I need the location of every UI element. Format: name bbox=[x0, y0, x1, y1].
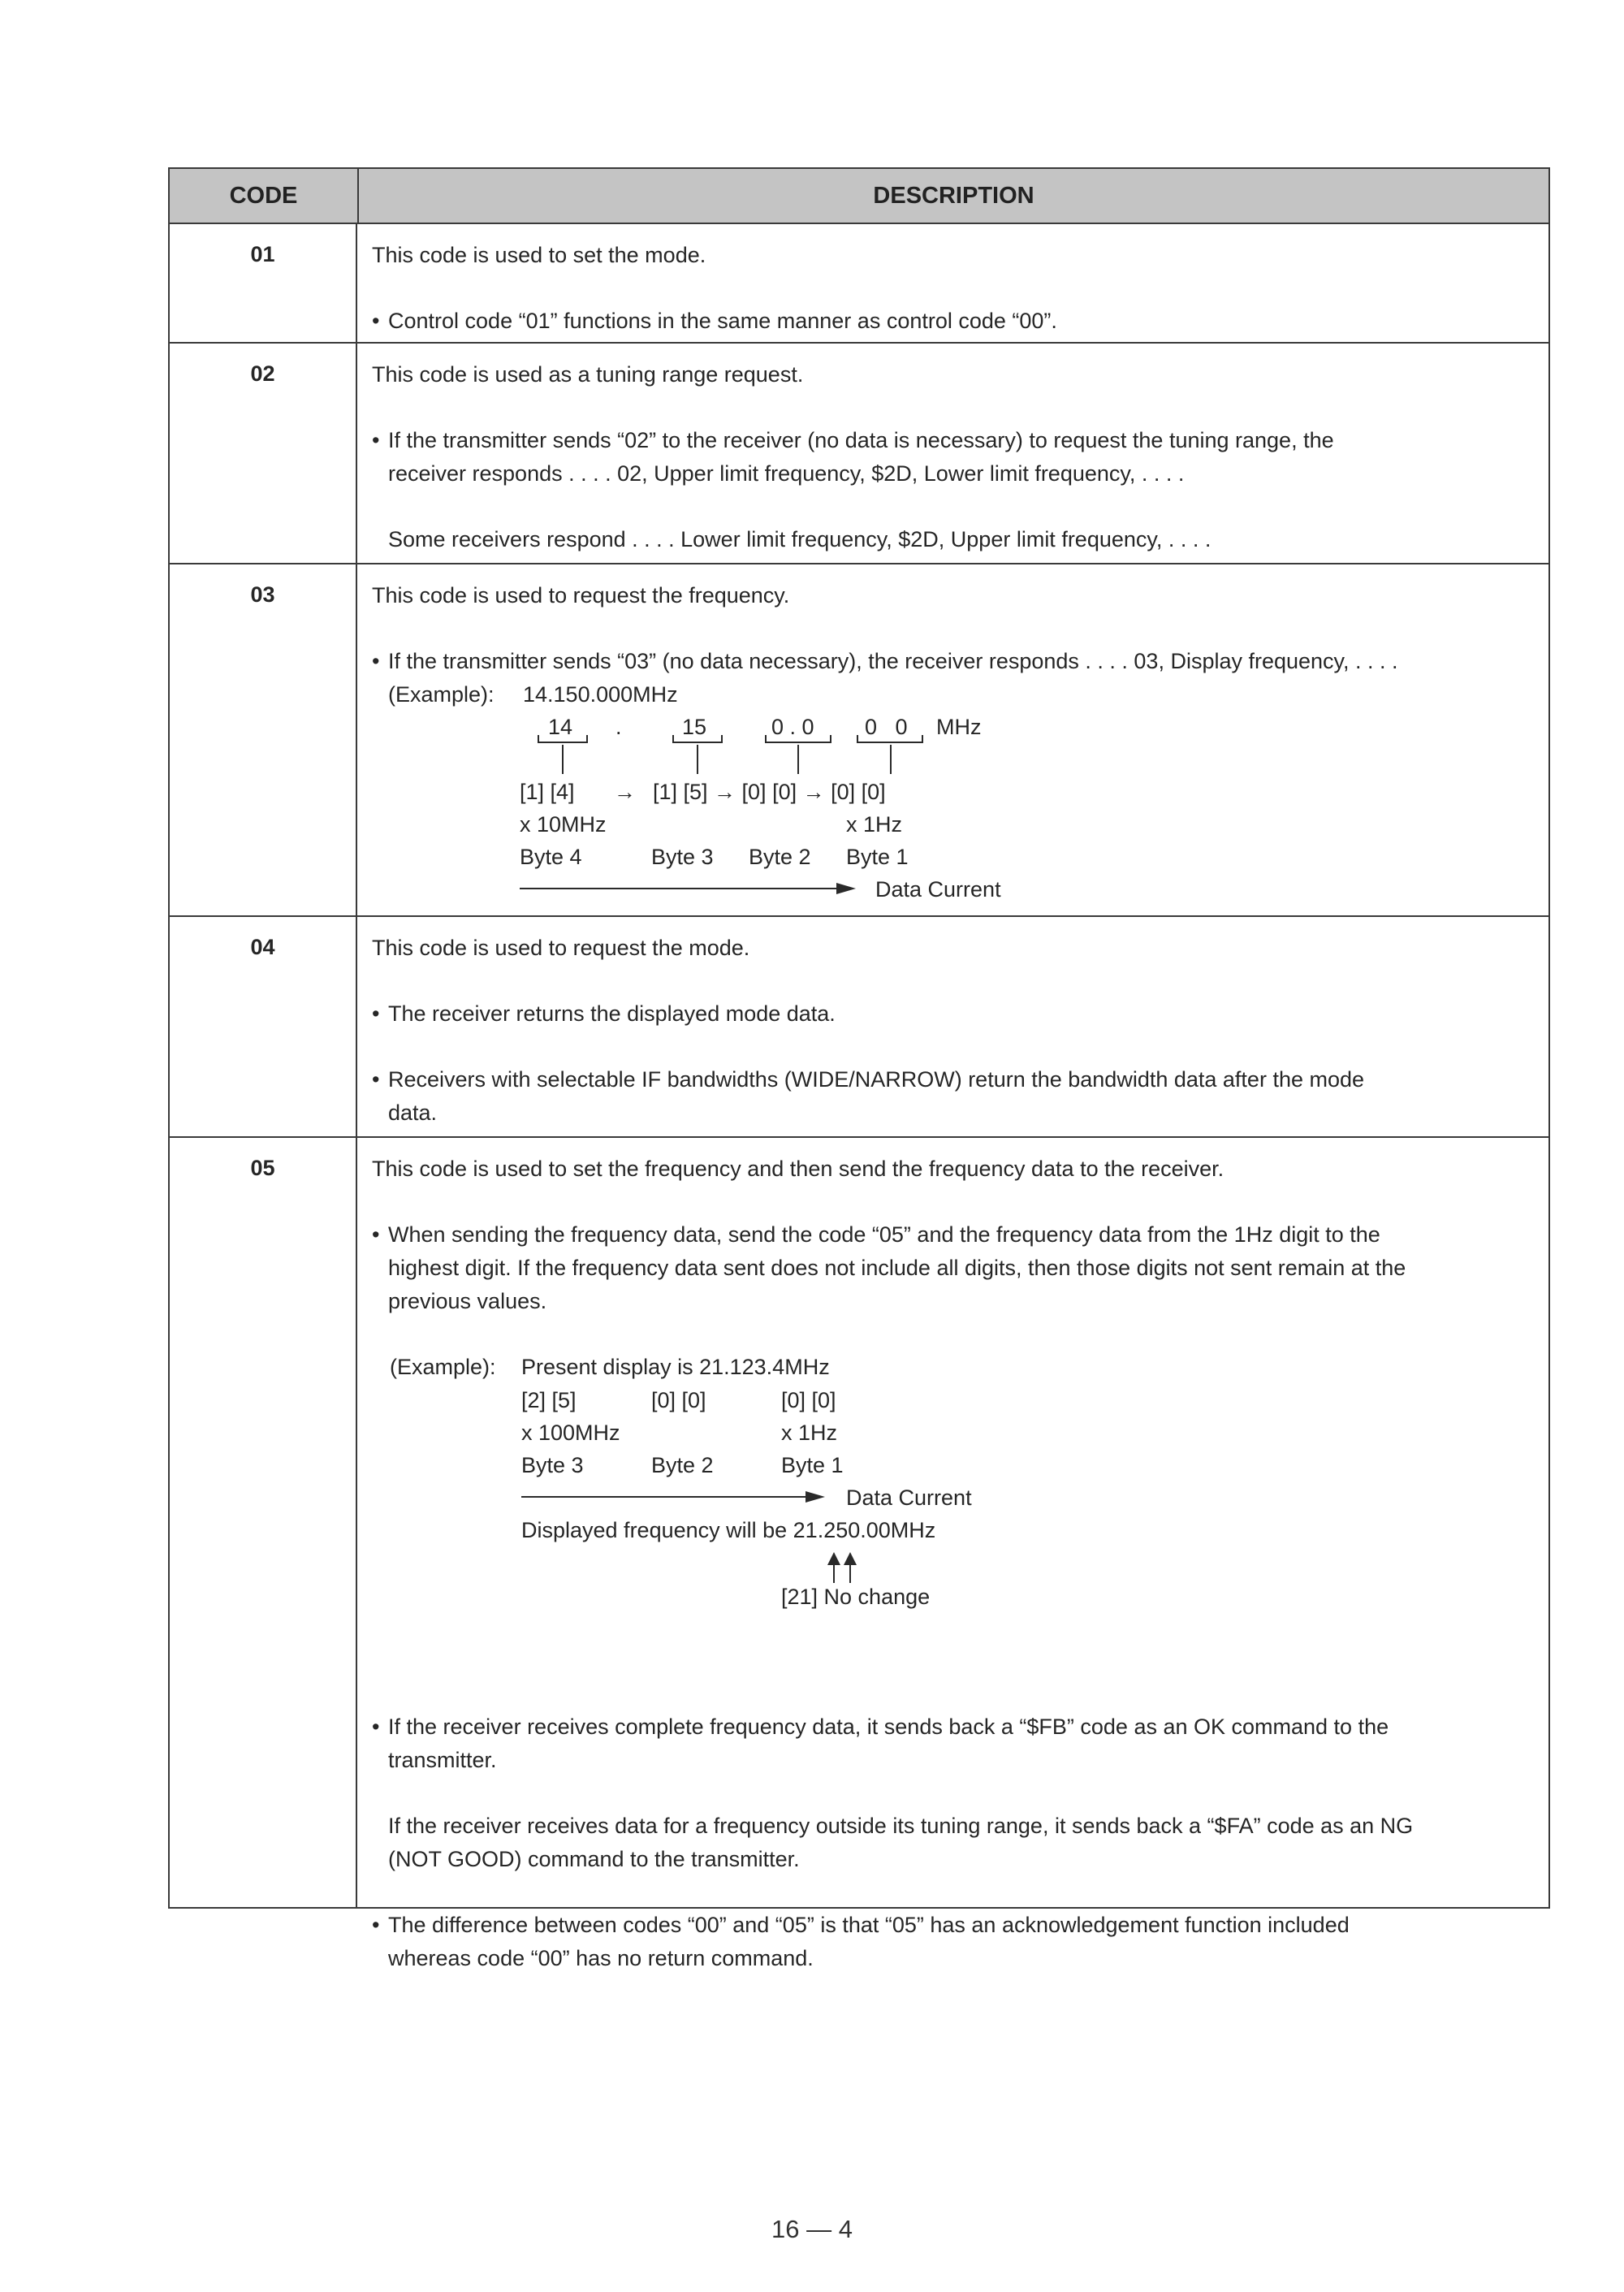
unit-label: MHz bbox=[936, 715, 982, 739]
multiplier-label: x 1Hz bbox=[846, 812, 903, 837]
intro-text: This code is used to request the mode. bbox=[372, 936, 750, 960]
table-row bbox=[170, 564, 1548, 917]
intro-text: This code is used to set the frequency and then send the frequency data to the receiver. bbox=[372, 1157, 1224, 1181]
data-current-label: Data Current bbox=[846, 1485, 972, 1510]
bullet-text: • When sending the frequency data, send the code “05” and the frequency data from the 1Hz digit to the bbox=[372, 1218, 1513, 1252]
example-value: 14.150.000MHz bbox=[523, 682, 678, 707]
table-header bbox=[170, 169, 1548, 224]
arrow-head-icon bbox=[806, 1491, 825, 1503]
description-cell bbox=[357, 344, 1548, 563]
page-number: 16 — 4 bbox=[771, 2215, 853, 2243]
digit-bytes: [0] [0] bbox=[781, 1388, 836, 1412]
digit-group: 15 bbox=[682, 715, 707, 739]
code-cell: 05 bbox=[170, 1138, 357, 1907]
multiplier-label: x 1Hz bbox=[781, 1421, 838, 1445]
bullet-text: • If the receiver receives complete frequency data, it sends back a “$FB” code as an OK command to the bbox=[372, 1710, 1513, 1744]
bullet-text: • If the transmitter sends “03” (no data necessary), the receiver responds . . . . 03, Display frequency, . . . . bbox=[372, 645, 1513, 678]
digit-bytes: [1] [4] bbox=[520, 780, 575, 804]
byte-label: Byte 3 bbox=[651, 845, 714, 869]
bullet-text-continued: receiver responds . . . . 02, Upper limit frequency, $2D, Lower limit frequency, . . . . bbox=[388, 461, 1185, 486]
bullet-text: • If the transmitter sends “02” to the receiver (no data is necessary) to request the tuning range, the bbox=[372, 424, 1513, 457]
table-row bbox=[170, 224, 1548, 344]
byte-label: Byte 2 bbox=[749, 845, 811, 869]
bullet-text: • The difference between codes “00” and “05” is that “05” has an acknowledgement function included bbox=[372, 1909, 1513, 1942]
example-value: Present display is 21.123.4MHz bbox=[521, 1355, 830, 1379]
bullet-text-continued: highest digit. If the frequency data sent does not include all digits, then those digits not sent remain at the bbox=[388, 1256, 1406, 1280]
no-change-label: [21] No change bbox=[781, 1585, 931, 1609]
bullet-text-continued: whereas code “00” has no return command. bbox=[388, 1946, 814, 1970]
direction-arrow bbox=[520, 888, 838, 889]
byte-label: Byte 3 bbox=[521, 1453, 584, 1477]
bullet-text: • Receivers with selectable IF bandwidths (WIDE/NARROW) return the bandwidth data after the mode bbox=[372, 1063, 1513, 1096]
direction-arrow bbox=[521, 1496, 807, 1498]
code-cell: 02 bbox=[170, 344, 357, 563]
intro-text: This code is used to set the mode. bbox=[372, 243, 706, 267]
bullet-text: • Control code “01” functions in the same manner as control code “00”. bbox=[372, 305, 1513, 338]
control-code-table bbox=[168, 167, 1550, 1970]
arrow: → bbox=[614, 780, 636, 804]
paragraph-text: (NOT GOOD) command to the transmitter. bbox=[388, 1847, 800, 1871]
code-cell: 03 bbox=[170, 564, 357, 915]
code-cell: 04 bbox=[170, 917, 357, 1136]
header-description: DESCRIPTION bbox=[873, 182, 1034, 209]
description-cell bbox=[357, 917, 1548, 1136]
bullet-text: • The receiver returns the displayed mode data. bbox=[372, 997, 1513, 1031]
header-code: CODE bbox=[170, 169, 359, 223]
bullet-text-continued: transmitter. bbox=[388, 1748, 497, 1772]
multiplier-label: x 10MHz bbox=[520, 812, 607, 837]
intro-text: This code is used to request the frequency. bbox=[372, 583, 790, 608]
description-cell bbox=[357, 224, 1548, 342]
digit-bytes: [2] [5] bbox=[521, 1388, 577, 1412]
arrow-head-icon bbox=[836, 883, 856, 894]
digit-group: 0 0 bbox=[865, 715, 908, 739]
digit-bytes: [0] [0] bbox=[651, 1388, 706, 1412]
table-row bbox=[170, 1138, 1548, 1970]
decimal-point: . bbox=[615, 715, 622, 739]
description-cell bbox=[357, 1138, 1548, 1970]
paragraph-text: If the receiver receives data for a frequency outside its tuning range, it sends back a “$FA” code as an NG bbox=[388, 1814, 1414, 1838]
example-label: (Example): bbox=[390, 1355, 496, 1379]
example-label: (Example): bbox=[388, 682, 495, 707]
table-row bbox=[170, 344, 1548, 564]
byte-label: Byte 1 bbox=[781, 1453, 844, 1477]
paragraph-text: Some receivers respond . . . . Lower limit frequency, $2D, Upper limit frequency, . . . . bbox=[388, 527, 1212, 551]
code-cell: 01 bbox=[170, 224, 357, 342]
intro-text: This code is used as a tuning range request. bbox=[372, 362, 804, 387]
displayed-frequency-text: Displayed frequency will be 21.250.00MHz bbox=[521, 1518, 936, 1542]
byte-label: Byte 1 bbox=[846, 845, 909, 869]
table-row bbox=[170, 917, 1548, 1138]
digit-group: 14 bbox=[548, 715, 573, 739]
description-cell bbox=[357, 564, 1548, 915]
bullet-text-continued: previous values. bbox=[388, 1289, 547, 1313]
byte-label: Byte 2 bbox=[651, 1453, 714, 1477]
byte-label: Byte 4 bbox=[520, 845, 582, 869]
data-current-label: Data Current bbox=[875, 877, 1001, 902]
digit-group: 0 . 0 bbox=[771, 715, 814, 739]
digit-bytes: [1] [5] → [0] [0] → [0] [0] bbox=[653, 780, 886, 804]
multiplier-label: x 100MHz bbox=[521, 1421, 620, 1445]
bullet-text-continued: data. bbox=[388, 1101, 438, 1125]
